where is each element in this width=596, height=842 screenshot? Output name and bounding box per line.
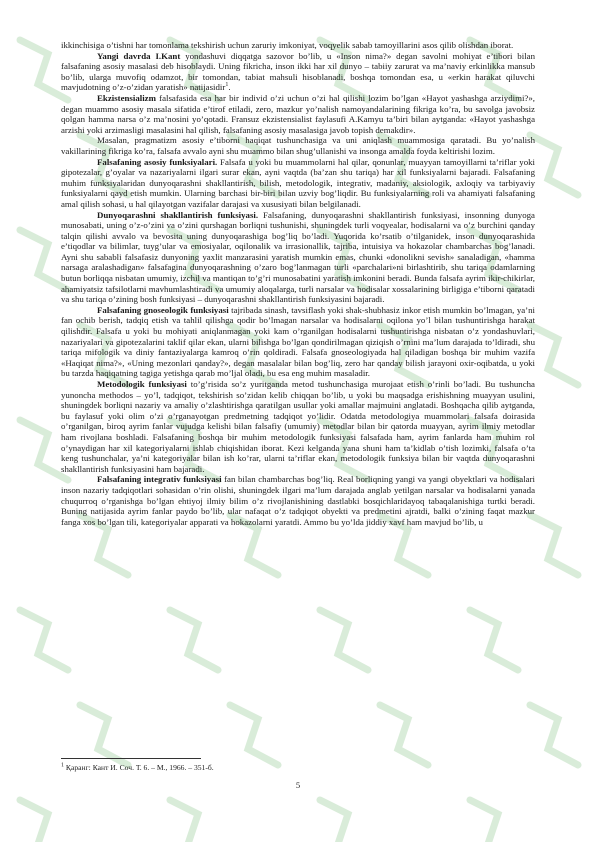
paragraph-heading: Falsafaning asosiy funksiyalari.	[97, 156, 218, 167]
paragraph-heading: Metodologik funksiyasi	[97, 379, 187, 389]
footnote-separator	[61, 758, 201, 759]
paragraph-text: tajribada sinash, tavsiflash yoki shak-shubhasiz inkor etish mumkin bo’lmagan, ya’ni fan ochib berish, tadqiq etish va tahlil qilishga qodir bo’lmagan narsalar va hodisalarni oqilona yo’l bilan tushuntirishga harakat qilishdir. Falsafa u yoki bu mohiyati aniqlanmagan yoki kam o’rganilgan hodisalarni tushuntirishga nisbatan o’z yondashuvlari, nazariyalari va gipotezalarini taklif qilar ekan, ularni bilishga bo’lgan qondirilmagan qiziqish o’rnini ma’lum darajada to’ldiradi, shu tariqa mifologik va diniy fantaziyalarga kamroq o’rin qoldiradi. Falsafa gnoseologiyada hal qiladigan boshqa bir muhim vazifa «Haqiqat nima?», «Uning mezonlari qanday?», degan masalalar bilan bog’liq, zero har qanday bilish jarayoni oxir-oqibatda, u yoki bu tarzda haqiqatning tagiga yetishga qarab mo’ljal oladi, bu esa eng muhim masaladir.	[61, 304, 535, 379]
watermark-stroke	[230, 705, 278, 765]
paragraph-heading: Falsafaning integrativ funksiyasi	[97, 474, 222, 485]
paragraph-p5	[61, 210, 535, 305]
paragraph-p1	[61, 51, 535, 93]
watermark-stroke	[530, 515, 578, 575]
paragraph-p2	[61, 93, 535, 135]
paragraph-p0	[61, 40, 535, 51]
watermark-stroke	[470, 800, 518, 842]
document-page	[61, 40, 535, 527]
watermark-stroke	[530, 705, 578, 765]
paragraph-p8	[61, 474, 535, 527]
watermark-stroke	[530, 135, 578, 195]
footnote-reference: 1	[225, 82, 229, 89]
paragraph-text: yondashuvi diqqatga sazovor bo’lib, u «Inson nima?» degan savolni mohiyat e’tibori bilan falsafaning asosiy masalasi deb hisoblaydi. Uning fikricha, inson ikki har xil dunyo – tabiiy zarurat va ma’naviy erkinlikka mansub bo’lib, ularga muvofiq odamzot, bir tomondan, tabiat mahsuli hisoblanadi, boshqa tomondan esa, u «erkin harakat qiluvchi mavjudotning o’z-o’zidan yaratish» natijasidir	[61, 50, 535, 93]
watermark-stroke	[320, 800, 368, 842]
watermark-stroke	[170, 610, 218, 670]
watermark-stroke	[470, 610, 518, 670]
paragraph-text: falsafasida esa har bir individ o’zi uchun o’zi hal qilishi lozim bo’lgan «Hayot yashashga arziydimi?», degan muammo asosiy masala sifatida e’tirof etiladi, zero, mazkur yo’nalish namoyandalarining fikriga ko’ra, bu savolga javobsiz qolgan hamma narsa o’z ma’nosini yo’qotadi. Fransuz ekzistensialist faylasufi A.Kamyu ta’biri bilan aytganda: «Hayot yashashga arzishi yoki arzimasligi masalasini hal qilish, falsafaning asosiy masalasiga javob topish demakdir».	[61, 92, 535, 135]
watermark-stroke	[170, 800, 218, 842]
paragraph-p4	[61, 157, 535, 210]
page-number: 5	[295, 780, 301, 790]
footnote-mark: 1	[61, 762, 64, 769]
paragraph-heading: Yangi davrda I.Kant	[97, 50, 181, 61]
watermark-stroke	[320, 610, 368, 670]
footnote-text: Қаранг: Кант И. Соч. Т. 6. – М., 1966. – 351-б.	[64, 763, 214, 772]
paragraph-text: to’g’risida so’z yuritganda metod tushunchasiga murojaat etish o’rinli bo’ladi. Bu tushuncha yunoncha methodos – yo’l, tadqiqot, tekshirish so’zidan kelib chiqqan bo’lib, u yoki bu maqsadga erishishning muayyan usulini, shuningdek borliqni nazariy va amaliy o’zlashtirishga qaratilgan usullar yoki amallar majmuini anglatadi. Boshqacha qilib aytganda, bu faylasuf yoki olim o’zi o’rganayotgan predmetning tadqiqot yo’lidir. Odatda metodologiya muammolari falsafa doirasida o’rganilgan, biroq ayrim fanlar vujudga kelishi bilan falsafiy (umumiy) metodlar bilan bir qatorda muayyan, ayrim ilmiy metodlar ham rivojlana boshladi. Falsafaning boshqa bir muhim metodologik funksiyasi falsafada ham, ayrim fanlarda ham muhim rol o’ynaydigan har xil kategoriyalarni ishlab chiqishidan iborat. Kezi kelganda yana shuni ham ta’kidlab o’tish lozimki, falsafa o’ta keng tushunchalar, ya’ni kategoriyalar bilan ish ko’rar, ularni ta’riflar ekan, metodologik funksiya bilan bir vaqtda dunyoqarashni shakllantirish funksiyasini ham bajaradi.	[61, 379, 535, 474]
paragraph-text: Falsafa u yoki bu muammolarni hal qilar, qonunlar, muayyan tamoyillarni ta’riflar yoki gipotezalar, g’oyalar va nazariyalarni ilgari surar ekan, ayni vaqtda (ba’zan shu tariqa) har xil funksiyalarni bajaradi. Falsafaning muhim funksiyalaridan dunyoqarashni shakllantirish, bilish, metodologik, integrativ, madaniy, aksiologik, axloqiy va tarbiyaviy funksiyalarni qayd etish mumkin. Ularning barchasi bir-biri bilan uzviy bog’liqdir. Bu funksiyalarning roli va ahamiyati falsafaning amal qilish sohasi, u hal qilayotgan vazifalar darajasi va xususiyati bilan belgilanadi.	[61, 156, 535, 209]
paragraph-text: .	[228, 82, 231, 93]
paragraph-text: ikkinchisiga o’tishni har tomonlama tekshirish uchun zaruriy imkoniyat, voqyelik sabab tamoyillarini asos qilib olishdan iborat.	[61, 40, 514, 50]
paragraph-heading: Dunyoqarashni shakllantirish funksiyasi.	[97, 209, 259, 220]
paragraph-heading: Falsafaning gnoseologik funksiyasi	[97, 304, 229, 315]
paragraph-text: Masalan, pragmatizm asosiy e’tiborni haqiqat tushunchasiga va uni aniqlash muammosiga qaratadi. Bu yo’nalish vakillarining fikriga ko’ra, falsafa avvalo ayni shu muammo bilan shug’ullanishi va insonga amalda foyda keltirishi lozim.	[61, 135, 535, 156]
paragraph-p7	[61, 379, 535, 474]
paragraph-p6	[61, 305, 535, 379]
footnote	[61, 763, 535, 772]
body-text	[61, 40, 535, 527]
paragraph-heading: Ekzistensializm	[97, 92, 156, 103]
paragraph-text: fan bilan chambarchas bog’liq. Real borliqning yangi va yangi obyektlari va hodisalari inson nazariy tadqiqotlari sohasidan o’rin olishi, shuningdek ilgari ma’lum darajada anglab yetilgan narsalar va hodisalarni yanada chuqurroq o’rganishga bo’lgan ehtiyoj ilmiy bilim o’z rivojlanishining dastlabki bosqichlaridayoq tabaqalanishiga turtki beradi. Buning natijasida ayrim fanlar paydo bo’lib, ular nafaqat o’z tadqiqot obyekti va predmetini ajratdi, balki o’zining faqat mazkur fanga xos bo’lgan tili, kategoriyalar apparati va hokazolarni yaratdi. Ammo bu yo’lda jiddiy xavf ham mavjud bo’lib, u	[61, 474, 535, 527]
watermark-stroke	[20, 800, 68, 842]
paragraph-text: Falsafaning, dunyoqarashni shakllantirish funksiyasi, insonning dunyoga munosabati, uning o’z-o’zini va o’zini qurshagan borliqni tushunishi, shuningdek turli voqyealar, hodisalarni va o’z burchini qanday talqin qilishi avvalo va bevosita uning dunyoqarashiga bog’liq bo’ladi. Yuqorida ko’rsatib o’tilganidek, inson dunyoqarashida e’tiqodlar va bilimlar, tuyg’ular va emosiyalar, oqilonalik va irrasionallik, tajriba, intuisiya va hokazolar chambarchas bog’lanadi. Ayni shu sababli falsafasiz dunyoning yaxlit manzarasini yaratish mumkin emas, chunki «donolikni sevish» sanaladigan, «hamma narsaga aralashadigan» falsafagina dunyoqarashning o’zaro bog’lanmagan turli «parchalari»ni birlashtirib, shu tariqa odamlarning butun borliqqa nisbatan umumiy, izchil va mantiqan to’g’ri munosabatini yaratish imkonini beradi. Bunda falsafa ayrim ikir-chikirlar, ahamiyatsiz tafsilotlarni mavhumlashtiradi va umumiy aloqalarga, turli narsalar va hodisalar xossalarining birligiga e’tiborni qaratadi va shu tariqa o’zining bosh funksiyasi – dunyoqarashni shakllantirish funksiyasini bajaradi.	[61, 209, 535, 305]
watermark-stroke	[80, 705, 128, 765]
watermark-stroke	[380, 705, 428, 765]
paragraph-p3	[61, 135, 535, 156]
watermark-stroke	[530, 325, 578, 385]
watermark-stroke	[20, 610, 68, 670]
